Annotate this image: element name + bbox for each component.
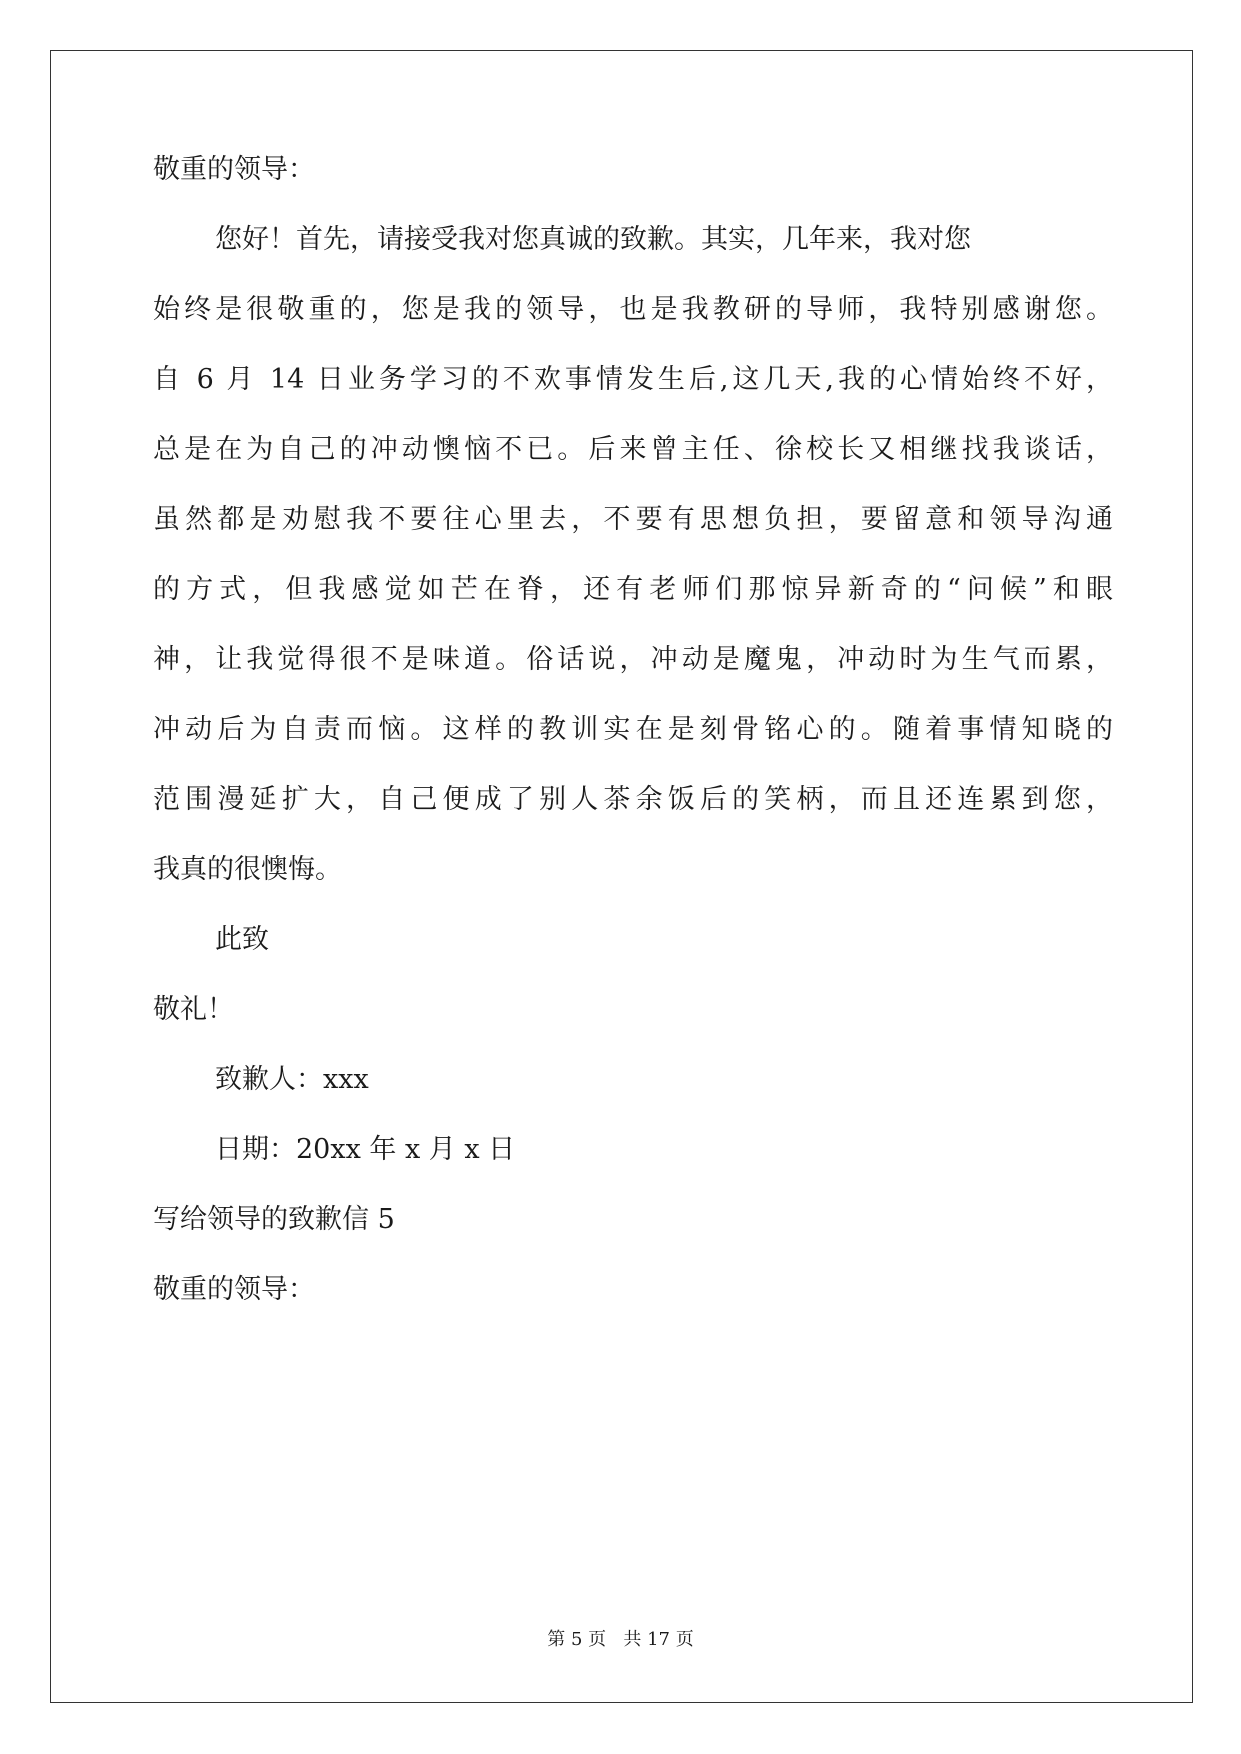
- body-line-6: 的方式，但我感觉如芒在脊，还有老师们那惊异新奇的“问候”和眼: [153, 574, 1113, 605]
- closing-ci-zhi: 此致: [215, 924, 269, 955]
- body-line-3: 自 6 月 14 日业务学习的不欢事情发生后,这几天,我的心情始终不好，: [153, 364, 1113, 395]
- page-total: 共 17 页: [623, 1629, 694, 1650]
- body-line-9: 范围漫延扩大，自己便成了别人茶余饭后的笑柄，而且还连累到您，: [153, 784, 1113, 815]
- body-line-4: 总是在为自己的冲动懊恼不已。后来曾主任、徐校长又相继找我谈话，: [153, 434, 1113, 465]
- body-line-10: 我真的很懊悔。: [153, 854, 342, 885]
- body-line-8: 冲动后为自责而恼。这样的教训实在是刻骨铭心的。随着事情知晓的: [153, 714, 1113, 745]
- page-footer: [0, 1628, 1241, 1652]
- body-line-5: 虽然都是劝慰我不要往心里去，不要有思想负担，要留意和领导沟通: [153, 504, 1113, 535]
- salutation-2: 敬重的领导：: [153, 1274, 315, 1305]
- body-line-2: 始终是很敬重的，您是我的领导，也是我教研的导师，我特别感谢您。: [153, 294, 1113, 325]
- body-line-1: 您好！首先，请接受我对您真诚的致歉。其实，几年来，我对您: [215, 224, 971, 255]
- date: 日期：20xx 年 x 月 x 日: [215, 1134, 516, 1165]
- page-number: 第 5 页: [547, 1629, 607, 1650]
- body-line-7: 神，让我觉得很不是味道。俗话说，冲动是魔鬼，冲动时为生气而累，: [153, 644, 1113, 675]
- closing-jing-li: 敬礼！: [153, 994, 234, 1025]
- section-title: 写给领导的致歉信 5: [153, 1204, 395, 1235]
- salutation: 敬重的领导：: [153, 154, 315, 185]
- signer: 致歉人：xxx: [215, 1064, 369, 1095]
